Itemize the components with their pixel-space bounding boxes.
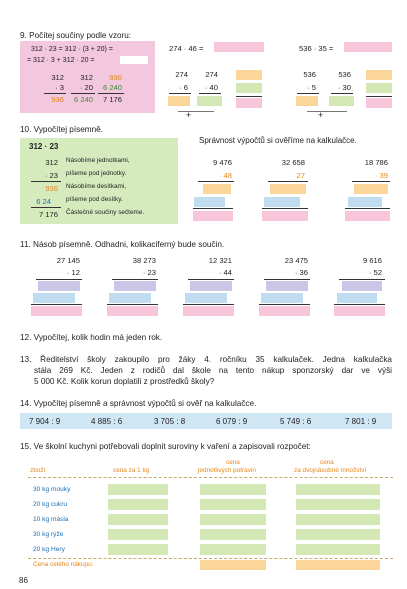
ex10-problem1-b: · 48 — [218, 171, 232, 180]
ex9-sample-p1: 936 — [51, 95, 64, 104]
ex9-problem1-sum-mid-box[interactable] — [236, 83, 262, 93]
ex11-problem4-row1-box[interactable] — [266, 281, 308, 291]
ex14-item-5: 5 749 : 6 — [280, 417, 312, 426]
ex10-sample-line1 — [31, 181, 61, 182]
ex14-item-6: 7 801 : 9 — [345, 417, 377, 426]
ex11-problem1-row1-box[interactable] — [38, 281, 80, 291]
ex15-row-5-double[interactable] — [296, 544, 380, 555]
ex9-sample-sum: 7 176 — [102, 95, 122, 104]
ex10-sample-b: · 23 — [44, 171, 58, 180]
ex11-problem4-row2-box[interactable] — [261, 293, 303, 303]
ex14-strip — [20, 413, 392, 429]
ex9-title: 9. Počítej součiny podle vzoru: — [20, 31, 132, 40]
ex10-sample-p1: 936 — [45, 184, 58, 193]
ex10-problem3-row2-box[interactable] — [348, 197, 382, 207]
ex9-sample-a2: 312 — [80, 73, 93, 82]
ex11-problem2-b: · 23 — [142, 268, 156, 277]
ex15-row-5-price[interactable] — [108, 544, 168, 555]
ex11-problem4-line2 — [259, 304, 310, 305]
ex11-problem2-sum-box[interactable] — [107, 306, 158, 316]
ex10-problem2-a: 32 658 — [281, 158, 305, 167]
ex11-problem2-row2-box[interactable] — [109, 293, 151, 303]
ex11-problem1-row2-box[interactable] — [33, 293, 75, 303]
page-number: 86 — [19, 576, 28, 585]
ex10-note-4: píšeme pod desítky. — [66, 196, 123, 203]
ex10-sample-a: 312 — [45, 158, 58, 167]
ex11-problem2-line2 — [107, 304, 158, 305]
ex9-problem2-line3 — [366, 96, 392, 97]
ex9-problem1-answer-box[interactable] — [214, 42, 264, 52]
ex9-problem2-partial1-box[interactable] — [296, 96, 318, 106]
ex15-header-double-1: cena — [320, 459, 334, 466]
ex10-problem2-row1-box[interactable] — [270, 184, 306, 194]
ex9-problem2-partial2-box[interactable] — [329, 96, 354, 106]
ex11-problem3-row2-box[interactable] — [185, 293, 227, 303]
ex15-row-3-label: 10 kg másla — [33, 516, 69, 523]
ex10-note-2: píšeme pod jednotky. — [66, 170, 127, 177]
ex11-problem5-line2 — [334, 304, 385, 305]
ex9-problem2-sum-top-box[interactable] — [366, 70, 392, 80]
ex11-problem3-line — [188, 279, 234, 280]
ex14-item-2: 4 885 : 6 — [91, 417, 123, 426]
ex9-problem2-text: 536 · 35 = — [299, 44, 334, 53]
ex9-problem1-a2: 274 — [205, 70, 218, 79]
ex11-title: 11. Násob písemně. Odhadni, kolikaciferný bude součin. — [20, 240, 225, 249]
ex9-sample-line-b — [71, 93, 95, 94]
ex9-problem1-b2: · 40 — [204, 83, 218, 92]
ex9-sample-b1: · 3 — [55, 83, 64, 92]
ex10-problem2-b: · 27 — [291, 171, 305, 180]
ex10-note-1: Násobíme jednotkami, — [66, 157, 130, 164]
ex14-item-1: 7 904 : 9 — [29, 417, 61, 426]
ex13-line3: 5 000 Kč. Kolik korun doplatili z prostředků školy? — [34, 377, 215, 386]
ex9-sample-line1: 312 · 23 = 312 · (3 + 20) = — [31, 46, 113, 53]
ex15-row-2-unit[interactable] — [200, 499, 266, 510]
ex15-row-3-unit[interactable] — [200, 514, 266, 525]
ex10-sample-header: 312 · 23 — [29, 142, 59, 151]
ex9-problem2-sum-mid-box[interactable] — [366, 83, 392, 93]
ex9-problem2-plus: + — [318, 110, 324, 120]
ex9-sample-p2: 6 240 — [73, 95, 93, 104]
ex10-problem3-line — [352, 181, 390, 182]
ex15-total-double[interactable] — [296, 560, 380, 570]
ex11-problem5-row1-box[interactable] — [342, 281, 382, 291]
ex15-row-3-double[interactable] — [296, 514, 380, 525]
ex11-problem3-a: 12 321 — [208, 256, 232, 265]
ex10-title: 10. Vypočítej písemně. — [20, 125, 103, 134]
ex15-total-unit[interactable] — [200, 560, 266, 570]
ex9-problem2-bracket — [307, 111, 347, 112]
ex10-problem1-row1-box[interactable] — [203, 184, 231, 194]
ex10-problem2-row2-box[interactable] — [264, 197, 300, 207]
ex10-problem1-a: 9 476 — [212, 158, 232, 167]
ex9-sample-p2-copy: 6 240 — [102, 83, 122, 92]
ex14-item-4: 6 079 : 9 — [216, 417, 248, 426]
ex15-header-unit-2: jednotlivých potravin — [198, 467, 256, 474]
ex10-problem3-b: · 39 — [374, 171, 388, 180]
ex11-problem5-sum-box[interactable] — [334, 306, 385, 316]
ex15-header-price: cena za 1 kg — [113, 467, 150, 474]
ex9-problem1-text: 274 · 46 = — [169, 44, 204, 53]
ex9-sample-b2: · 20 — [79, 83, 93, 92]
ex10-problem1-row2-box[interactable] — [194, 197, 225, 207]
ex10-problem3-row1-box[interactable] — [354, 184, 388, 194]
ex9-problem2-sum-box[interactable] — [366, 98, 392, 108]
ex15-row-1-label: 30 kg mouky — [33, 486, 71, 493]
ex9-problem2-a1: 536 — [303, 70, 316, 79]
ex9-problem1-partial2-box[interactable] — [197, 96, 222, 106]
ex11-problem3-line2 — [183, 304, 234, 305]
ex14-title: 14. Vypočítej písemně a správnost výpočtů si ověř na kalkulačce. — [20, 399, 257, 408]
ex9-problem1-line3 — [236, 96, 262, 97]
ex9-problem2-b1: · 5 — [307, 83, 316, 92]
ex9-sample-p1-copy: 936 — [109, 73, 122, 82]
ex10-problem2-line — [268, 181, 308, 182]
ex9-problem1-plus: + — [186, 110, 192, 120]
ex15-row-4-double[interactable] — [296, 529, 380, 540]
ex9-problem2-line1 — [297, 93, 319, 94]
ex11-problem1-b: · 12 — [66, 268, 80, 277]
ex10-note-5: Částečné součiny sečteme. — [66, 209, 145, 216]
ex10-note-3: Násobíme desítkami, — [66, 183, 127, 190]
ex15-row-4-label: 30 kg rýže — [33, 531, 64, 538]
ex15-title: 15. Ve školní kuchyni potřebovali doplnit suroviny k vaření a zapisovali rozpočet: — [20, 442, 311, 451]
ex13-line2: stála 269 Kč. Jeden z rodičů dal škole na tento nákup sponzorský dar ve výši — [34, 366, 392, 375]
ex11-problem5-row2-box[interactable] — [337, 293, 377, 303]
ex10-problem3-a: 18 786 — [364, 158, 388, 167]
ex10-sample-sum: 7 176 — [38, 210, 58, 219]
ex15-row-5-label: 20 kg Hery — [33, 546, 65, 553]
ex11-problem4-line — [264, 279, 310, 280]
ex9-sample-a1: 312 — [51, 73, 64, 82]
ex10-problem1-sum-box[interactable] — [193, 211, 233, 221]
ex15-row-3-price[interactable] — [108, 514, 168, 525]
ex9-problem1-line1 — [169, 93, 191, 94]
ex11-problem1-line — [36, 279, 82, 280]
ex9-sample-answer-box — [120, 56, 148, 64]
ex15-total-rule — [28, 558, 393, 559]
ex10-calculator-note: Správnost výpočtů si ověříme na kalkulačce. — [199, 136, 357, 145]
ex10-problem1-line — [198, 181, 234, 182]
ex11-problem2-line — [112, 279, 158, 280]
ex15-row-5-unit[interactable] — [200, 544, 266, 555]
ex13-line1: 13. Ředitelství školy zakoupilo pro žáky 4. ročníku 35 kalkulaček. Jedna kalkulačka — [20, 355, 392, 364]
ex15-row-4-unit[interactable] — [200, 529, 266, 540]
ex9-problem2-a2: 536 — [338, 70, 351, 79]
ex10-problem2-line2 — [262, 208, 308, 209]
ex10-problem3-line2 — [345, 208, 390, 209]
ex9-problem2-answer-box[interactable] — [344, 42, 392, 52]
ex15-row-4-price[interactable] — [108, 529, 168, 540]
ex11-problem4-sum-box[interactable] — [259, 306, 310, 316]
ex10-problem2-sum-box[interactable] — [262, 211, 308, 221]
ex15-total-label: Cena celého nákupu: — [33, 561, 94, 568]
ex11-problem5-b: · 52 — [368, 268, 382, 277]
ex11-problem2-row1-box[interactable] — [114, 281, 156, 291]
ex15-header-rule — [28, 477, 393, 478]
ex9-problem1-sum-top-box[interactable] — [236, 70, 262, 80]
ex9-problem1-sum-box[interactable] — [236, 98, 262, 108]
ex9-sample-line-c — [98, 93, 124, 94]
ex11-problem1-line2 — [31, 304, 82, 305]
ex9-problem1-bracket — [178, 111, 214, 112]
ex15-row-2-price[interactable] — [108, 499, 168, 510]
ex15-row-1-double[interactable] — [296, 484, 380, 495]
ex9-problem1-b1: · 6 — [179, 83, 188, 92]
ex11-problem5-line — [339, 279, 385, 280]
ex11-problem5-a: 9 616 — [362, 256, 382, 265]
ex9-sample-line-a — [44, 93, 66, 94]
ex9-sample-line2: = 312 · 3 + 312 · 20 = — [27, 57, 95, 64]
ex10-sample-line2 — [31, 207, 61, 208]
ex12-title: 12. Vypočítej, kolik hodin má jeden rok. — [20, 333, 163, 342]
ex15-row-1-price[interactable] — [108, 484, 168, 495]
ex15-header-unit-1: cena — [226, 459, 240, 466]
ex11-problem4-a: 23 475 — [284, 256, 308, 265]
ex11-problem4-b: · 36 — [294, 268, 308, 277]
ex15-header-item: zboží — [30, 467, 46, 474]
ex11-problem3-sum-box[interactable] — [183, 306, 234, 316]
ex15-row-2-double[interactable] — [296, 499, 380, 510]
ex11-problem3-b: · 44 — [218, 268, 232, 277]
ex15-header-double-2: za dvojnásobné množství — [294, 467, 367, 474]
ex14-item-3: 3 705 : 8 — [154, 417, 186, 426]
ex9-problem1-line2 — [199, 93, 221, 94]
ex11-problem2-a: 38 273 — [132, 256, 156, 265]
ex11-problem1-sum-box[interactable] — [31, 306, 82, 316]
ex10-problem1-line2 — [193, 208, 233, 209]
ex9-problem2-line2 — [331, 93, 353, 94]
ex10-problem3-sum-box[interactable] — [345, 211, 390, 221]
ex9-problem1-a1: 274 — [175, 70, 188, 79]
ex9-problem2-b2: · 30 — [337, 83, 351, 92]
ex15-row-1-unit[interactable] — [200, 484, 266, 495]
ex11-problem3-row1-box[interactable] — [190, 281, 232, 291]
ex10-sample-p2: 6 24 — [36, 197, 51, 206]
ex9-problem1-partial1-box[interactable] — [168, 96, 190, 106]
ex15-row-2-label: 20 kg cukru — [33, 501, 68, 508]
ex11-problem1-a: 27 145 — [56, 256, 80, 265]
